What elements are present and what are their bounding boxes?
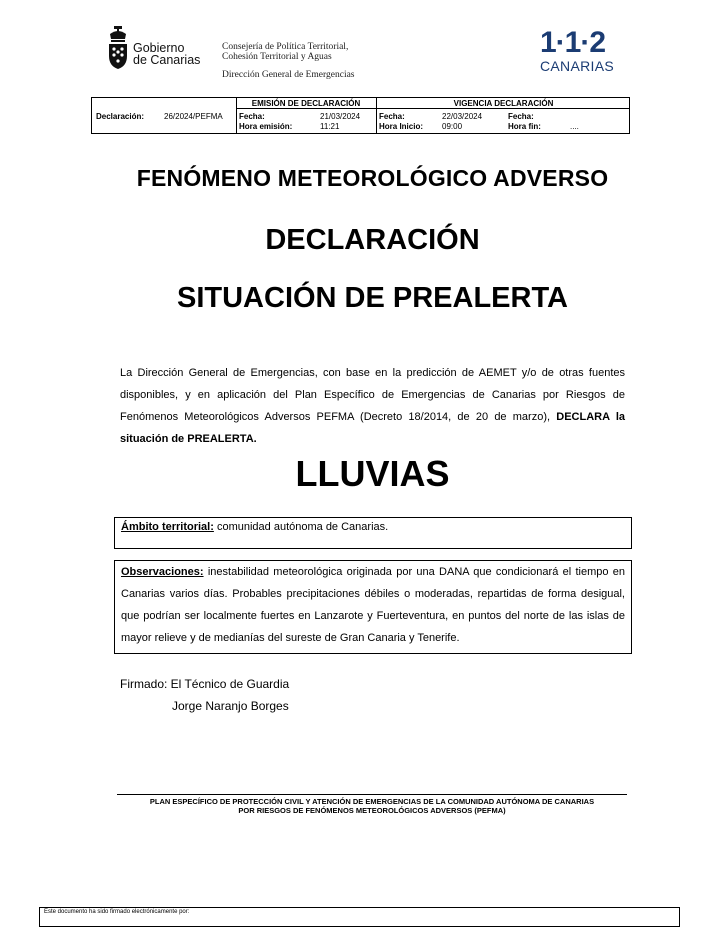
emision-fecha-label: Fecha:: [239, 112, 265, 121]
consejeria-line2: Cohesión Territorial y Aguas: [222, 52, 332, 62]
vigencia-fecha-value: 22/03/2024: [442, 112, 483, 121]
gobierno-wordmark: [133, 42, 200, 66]
ambito-value: comunidad autónoma de Canarias.: [213, 521, 389, 533]
vigencia-hora-inicio-label: Hora Inicio:: [379, 122, 424, 131]
ambito-territorial-box: [114, 517, 632, 549]
gobierno-line1: Gobierno: [133, 41, 185, 55]
firmado-line: Firmado: El Técnico de Guardia: [120, 677, 290, 691]
declaration-info-table: [91, 97, 630, 134]
emision-fecha-value: 21/03/2024: [320, 112, 361, 121]
footer-line1: PLAN ESPECÍFICO DE PROTECCIÓN CIVIL Y ATENCIÓN DE EMERGENCIAS DE LA COMUNIDAD AUTÓNOMA DE CANARIAS: [149, 797, 595, 806]
gobierno-line2: de Canarias: [133, 53, 201, 67]
phenomenon-title: FENÓMENO METEOROLÓGICO ADVERSO: [136, 165, 609, 191]
observaciones-label: Observaciones:: [121, 566, 204, 578]
paragraph-bold-text: DECLARA la situación de PREALERTA.: [120, 411, 625, 445]
logo112-region: CANARIAS: [540, 58, 614, 74]
firmante-name: Jorge Naranjo Borges: [172, 699, 289, 713]
direccion-general-label: Dirección General de Emergencias: [222, 70, 355, 80]
declaration-title: DECLARACIÓN: [265, 224, 480, 256]
vigencia-hora-fin-label: Hora fin:: [508, 122, 541, 131]
emision-hora-label: Hora emisión:: [239, 122, 293, 131]
footer-line2: POR RIESGOS DE FENÓMENOS METEOROLÓGICOS ADVERSOS (PEFMA): [238, 806, 506, 815]
vigencia-hora-fin-value: ....: [570, 122, 579, 131]
paragraph-text: La Dirección General de Emergencias, con base en la predicción de AEMET y/o de otras fuentes disponibles, y en aplicación del Plan Específico de Emergencias de Canarias por Riesgos de Fenómenos Meteorológicos Adversos PEFMA (Decreto 18/2014, de 20 de marzo),: [120, 367, 625, 423]
observaciones-value: inestabilidad meteorológica originada por una DANA que condicionará el tiempo en Canarias varios días. Probables precipitaciones débiles o moderadas, repartidas de forma desigual, que podrían ser localmente fuertes en Lanzarote y Fuerteventura, en puntos del norte de las islas de mayor relieve y de medianías del sureste de Gran Canaria y Tenerife.: [121, 566, 625, 644]
consejeria-name: [222, 42, 348, 62]
declaracion-value: 26/2024/PEFMA: [164, 112, 223, 121]
logo112-number: 1·1·2: [540, 26, 606, 59]
emision-hora-value: 11:21: [320, 122, 340, 131]
vigencia-fecha-fin-label: Fecha:: [508, 112, 534, 121]
consejeria-line1: Consejería de Política Territorial,: [222, 42, 349, 52]
declaration-paragraph: [120, 362, 625, 450]
footer-divider: [117, 794, 627, 795]
vigencia-header: VIGENCIA DECLARACIÓN: [453, 99, 554, 108]
declaracion-label: Declaración:: [96, 112, 145, 121]
vigencia-hora-inicio-value: 09:00: [442, 122, 463, 131]
electronic-signature-note: Este documento ha sido firmado electrónicamente por:: [39, 907, 680, 927]
emergencias-112-logo: [540, 28, 620, 73]
situation-title: SITUACIÓN DE PREALERTA: [177, 282, 568, 314]
ambito-label: Ámbito territorial:: [121, 521, 214, 533]
emision-header: EMISIÓN DE DECLARACIÓN: [251, 99, 361, 108]
vigencia-fecha-label: Fecha:: [379, 112, 405, 121]
footer-plan-text: [117, 797, 627, 815]
gobierno-coat-of-arms-logo: [107, 26, 129, 70]
observaciones-box: [114, 560, 632, 654]
phenomenon-type-heading: LLUVIAS: [295, 453, 450, 494]
